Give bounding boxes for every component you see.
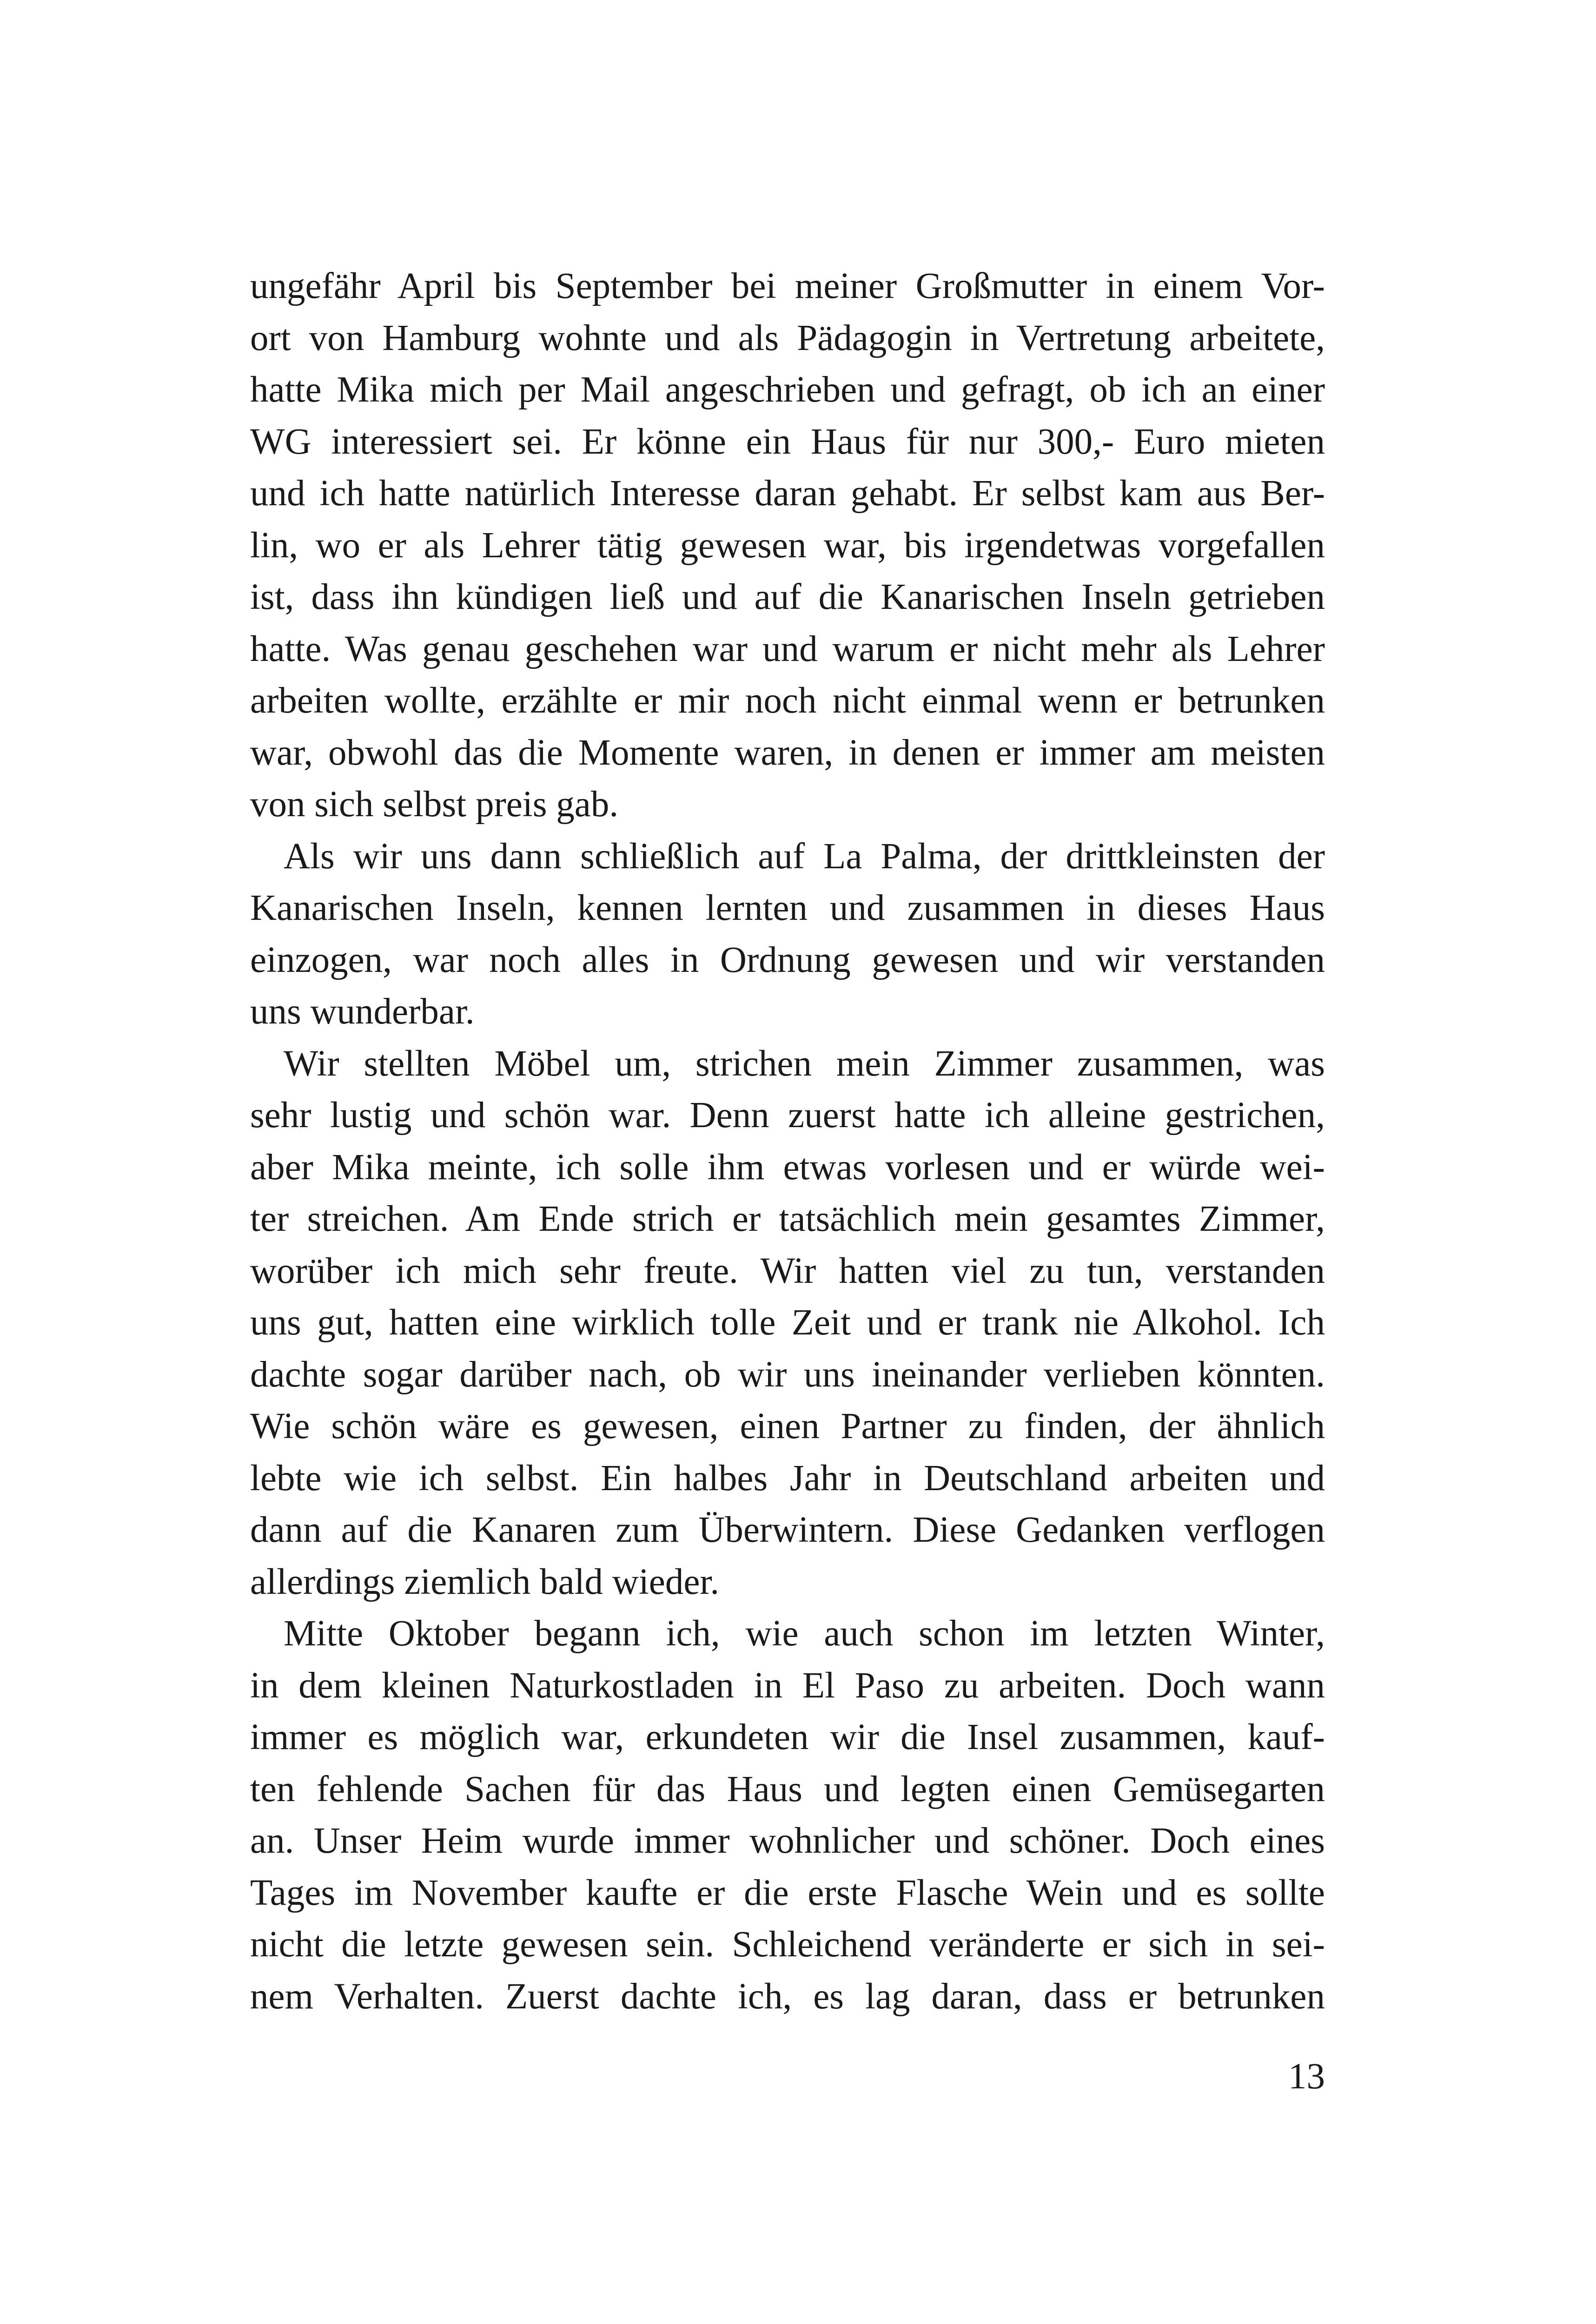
page-number: 13 (1288, 2056, 1325, 2097)
paragraph (250, 1608, 1325, 2022)
text-line: uns gut, hatten eine wirklich tolle Zeit und er trank nie Alkohol. Ich (250, 1302, 1325, 1343)
text-line: Kanarischen Inseln, kennen lernten und zusammen in dieses Haus (250, 888, 1325, 928)
text-line: ungefähr April bis September bei meiner Großmutter in einem Vor- (250, 266, 1325, 306)
text-line: nem Verhalten. Zuerst dachte ich, es lag daran, dass er betrunken (250, 1976, 1325, 2017)
text-line: an. Unser Heim wurde immer wohnlicher und schöner. Doch eines (250, 1821, 1325, 1861)
text-line: hatte. Was genau geschehen war und warum er nicht mehr als Lehrer (250, 628, 1325, 669)
text-line: WG interessiert sei. Er könne ein Haus für nur 300,- Euro mieten (250, 421, 1325, 462)
text-line: von sich selbst preis gab. (250, 784, 619, 825)
text-line: Als wir uns dann schließlich auf La Palma, der drittkleinsten der (284, 836, 1325, 877)
body-text (250, 260, 1325, 2022)
text-line: arbeiten wollte, erzählte er mir noch nicht einmal wenn er betrunken (250, 680, 1325, 721)
text-line: lebte wie ich selbst. Ein halbes Jahr in Deutschland arbeiten und (250, 1458, 1325, 1499)
text-line: sehr lustig und schön war. Denn zuerst hatte ich alleine gestrichen, (250, 1095, 1325, 1136)
text-line: ter streichen. Am Ende strich er tatsächlich mein gesamtes Zimmer, (250, 1199, 1325, 1239)
paragraph (250, 1038, 1325, 1608)
paragraph (250, 260, 1325, 831)
text-line: aber Mika meinte, ich solle ihm etwas vorlesen und er würde wei- (250, 1147, 1325, 1188)
text-line: war, obwohl das die Momente waren, in denen er immer am meisten (250, 732, 1325, 773)
text-line: hatte Mika mich per Mail angeschrieben und gefragt, ob ich an einer (250, 370, 1325, 410)
text-line: dachte sogar darüber nach, ob wir uns ineinander verlieben könnten. (250, 1354, 1325, 1395)
paragraph (250, 831, 1325, 1038)
text-line: einzogen, war noch alles in Ordnung gewesen und wir verstanden (250, 939, 1325, 980)
text-line: immer es möglich war, erkundeten wir die Insel zusammen, kauf- (250, 1717, 1325, 1757)
text-line: dann auf die Kanaren zum Überwintern. Diese Gedanken verflogen (250, 1510, 1325, 1550)
text-line: in dem kleinen Naturkostladen in El Paso zu arbeiten. Doch wann (250, 1665, 1325, 1706)
text-line: Wir stellten Möbel um, strichen mein Zimmer zusammen, was (284, 1043, 1325, 1084)
text-line: allerdings ziemlich bald wieder. (250, 1561, 720, 1602)
text-line: Mitte Oktober begann ich, wie auch schon im letzten Winter, (284, 1613, 1325, 1654)
text-line: lin, wo er als Lehrer tätig gewesen war, bis irgendetwas vorgefallen (250, 525, 1325, 566)
text-line: nicht die letzte gewesen sein. Schleichend veränderte er sich in sei- (250, 1924, 1325, 1965)
text-line: ten fehlende Sachen für das Haus und legten einen Gemüsegarten (250, 1769, 1325, 1809)
text-line: ort von Hamburg wohnte und als Pädagogin in Vertretung arbeitete, (250, 317, 1325, 358)
text-line: worüber ich mich sehr freute. Wir hatten viel zu tun, verstanden (250, 1250, 1325, 1291)
text-line: Tages im November kaufte er die erste Flasche Wein und es sollte (250, 1872, 1325, 1913)
text-line: Wie schön wäre es gewesen, einen Partner zu finden, der ähnlich (250, 1406, 1325, 1446)
text-line: und ich hatte natürlich Interesse daran gehabt. Er selbst kam aus Ber- (250, 473, 1325, 514)
text-line: ist, dass ihn kündigen ließ und auf die Kanarischen Inseln getrieben (250, 577, 1325, 617)
text-line: uns wunderbar. (250, 991, 475, 1032)
